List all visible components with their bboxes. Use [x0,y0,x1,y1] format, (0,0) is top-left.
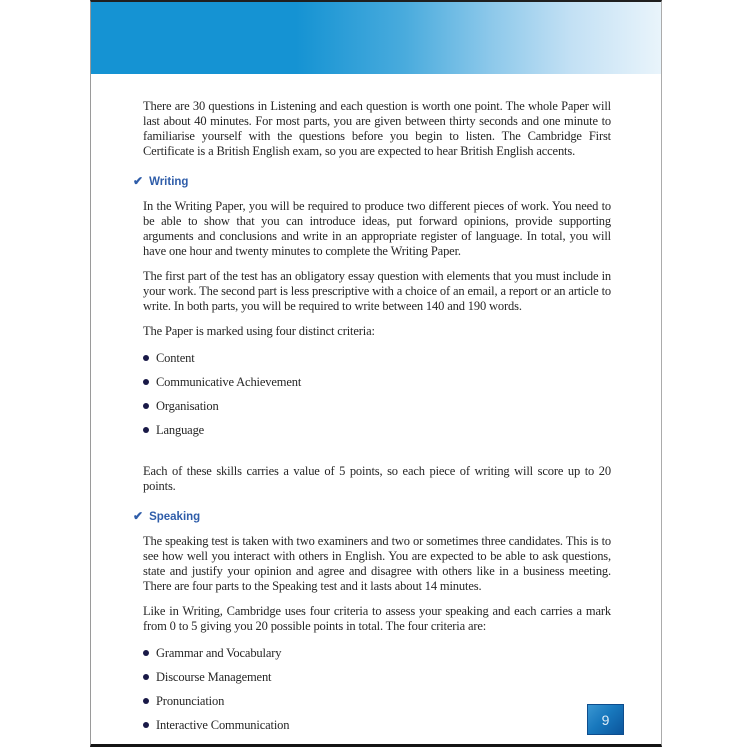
list-item [143,646,611,661]
writing-criteria-list [143,351,611,438]
bullet-label: Organisation [156,398,219,413]
list-item [143,670,611,685]
bullet-icon [143,650,149,656]
bullet-icon [143,355,149,361]
list-item [143,423,611,438]
bullet-icon [143,674,149,680]
bullet-label: Language [156,422,205,437]
speaking-paragraph-2: Like in Writing, Cambridge uses four criteria to assess your speaking and each carries a mark from 0 to 5 giving you 20 possible points in total. The four criteria are: [143,603,611,633]
section-heading-label: Writing [149,176,189,188]
bullet-label: Communicative Achievement [156,374,302,389]
list-item [143,375,611,390]
section-heading-speaking [133,509,611,525]
writing-paragraph-1: In the Writing Paper, you will be required to produce two different pieces of work. You need to be able to show that you can introduce ideas, put forward opinions, provide supporting arguments and conclusions and write in an appropriate register of language. In total, you will have one hour and twenty minutes to complete the Writing Paper. [143,198,611,258]
checkmark-icon: ✔ [133,508,144,523]
section-heading-label: Speaking [149,510,201,523]
page-number-badge [587,704,624,735]
writing-summary: Each of these skills carries a value of 5 points, so each piece of writing will score up to 20 points. [143,463,611,493]
bullet-icon [143,403,149,409]
page-content [91,74,661,733]
page-number: 9 [601,711,610,728]
bullet-label: Discourse Management [156,669,272,684]
bullet-icon [143,698,149,704]
list-item [143,399,611,414]
list-item [143,694,611,709]
bullet-label: Content [156,350,195,365]
speaking-paragraph-1: The speaking test is taken with two examiners and two or sometimes three candidates. This is to see how well you interact with others in English. You are expected to be able to ask questions, state and justify your opinion and agree and disagree with others like in a business meeting. There are four parts to the Speaking test and it lasts about 14 minutes. [143,533,611,593]
bullet-icon [143,722,149,728]
intro-paragraph: There are 30 questions in Listening and each question is worth one point. The whole Paper will last about 40 minutes. For most parts, you are given between thirty seconds and one minute to familiarise yourself with the questions before you begin to listen. The Cambridge First Certificate is a British English exam, so you are expected to hear British English accents. [143,99,611,158]
bullet-label: Pronunciation [156,693,225,708]
list-item [143,351,611,366]
list-item [143,718,611,733]
bullet-icon [143,379,149,385]
writing-paragraph-2: The first part of the test has an obligatory essay question with elements that you must include in your work. The second part is less prescriptive with a choice of an email, a report or an article to write. In both parts, you will be required to write between 140 and 190 words. [143,268,611,313]
writing-criteria-intro: The Paper is marked using four distinct criteria: [143,323,375,338]
checkmark-icon: ✔ [133,174,144,188]
bullet-label: Grammar and Vocabulary [156,645,282,660]
bullet-label: Interactive Communication [156,717,290,732]
speaking-criteria-list [143,646,611,733]
header-gradient-bar [91,2,661,74]
bullet-icon [143,427,149,433]
section-heading-writing [133,174,611,190]
book-page [90,0,662,747]
